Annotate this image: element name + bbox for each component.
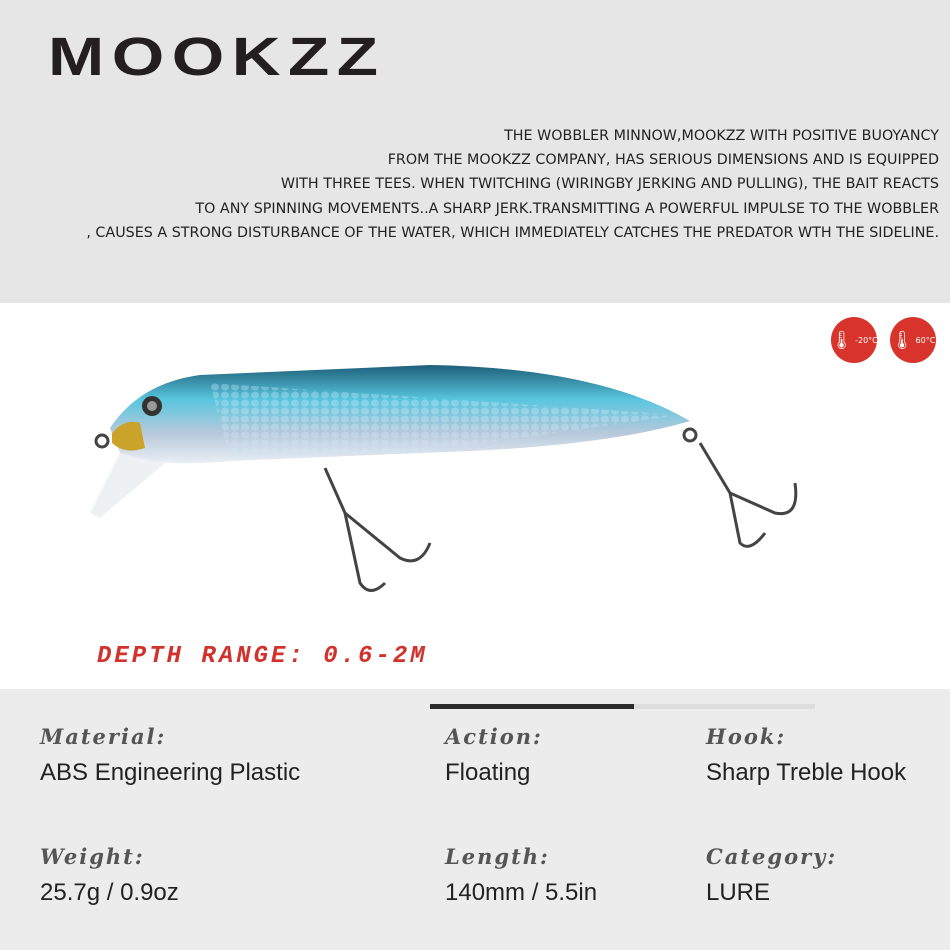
brand-logo: MOOKZZ: [48, 27, 386, 87]
spec-material: [40, 724, 300, 787]
description-line: WITH THREE TEES. WHEN TWITCHING (WIRINGBY JERKING AND PULLING), THE BAIT REACTS: [280, 176, 939, 193]
spec-value: LURE: [706, 879, 771, 906]
product-image-section: [0, 303, 950, 689]
lure-image: [0, 303, 950, 689]
spec-value: 25.7g / 0.9oz: [40, 879, 179, 906]
spec-label: Weight:: [40, 844, 145, 869]
spec-action: [445, 724, 543, 787]
spec-label: Material:: [40, 724, 167, 749]
depth-range: DEPTH RANGE: 0.6-2M: [97, 643, 428, 670]
description-line: THE WOBBLER MINNOW,MOOKZZ WITH POSITIVE BUOYANCY: [504, 128, 939, 144]
image-progress-bar[interactable]: [430, 704, 815, 709]
spec-value: ABS Engineering Plastic: [40, 759, 301, 786]
spec-length: [445, 844, 597, 907]
header-section: [0, 0, 950, 303]
spec-label: Action:: [445, 724, 543, 749]
spec-weight: [40, 844, 179, 907]
spec-value: 140mm / 5.5in: [445, 879, 598, 906]
spec-label: Length:: [445, 844, 550, 869]
spec-value: Floating: [445, 759, 531, 786]
progress-fill: [430, 704, 634, 709]
badge-text: -20°C: [855, 335, 878, 345]
description-line: TO ANY SPINNING MOVEMENTS..A SHARP JERK.TRANSMITTING A POWERFUL IMPULSE TO THE WOBBLER: [195, 200, 939, 217]
spec-category: [706, 844, 837, 907]
description-line: FROM THE MOOKZZ COMPANY, HAS SERIOUS DIMENSIONS AND IS EQUIPPED: [387, 152, 939, 169]
spec-label: Hook:: [706, 724, 787, 749]
thermometer-cold-icon: 🌡 -20°C: [831, 317, 877, 363]
description-line: , CAUSES A STRONG DISTURBANCE OF THE WATER, WHICH IMMEDIATELY CATCHES THE PREDATOR WTH THE SIDELINE.: [86, 224, 939, 241]
product-description: [86, 124, 939, 245]
spec-label: Category:: [706, 844, 838, 869]
thermometer-hot-icon: 🌡 60°C: [890, 317, 936, 363]
badge-text: 60°C: [915, 335, 936, 345]
spec-hook: [706, 724, 906, 787]
spec-value: Sharp Treble Hook: [706, 759, 907, 786]
